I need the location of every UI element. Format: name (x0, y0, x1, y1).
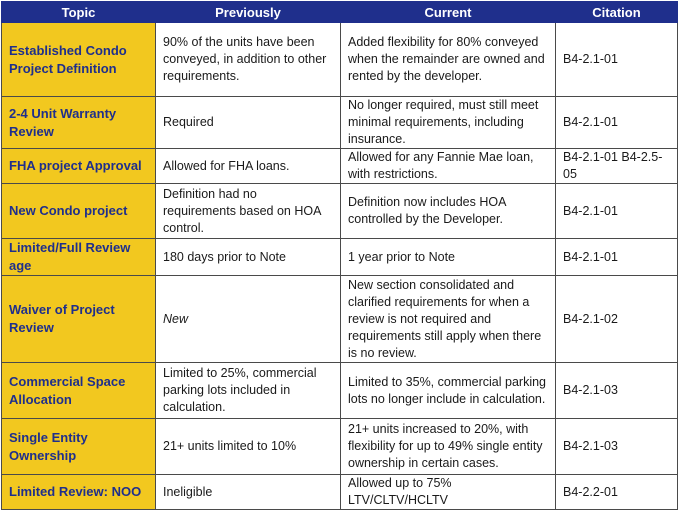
citation-cell: B4-2.1-02 (556, 276, 678, 363)
table-row (2, 363, 678, 419)
topic-cell: Commercial Space Allocation (2, 363, 156, 419)
citation-cell: B4-2.1-01 (556, 97, 678, 149)
current-cell: Allowed for any Fannie Mae loan, with restrictions. (341, 149, 556, 184)
topic-cell: Limited/Full Review age (2, 239, 156, 276)
previously-cell: 180 days prior to Note (156, 239, 341, 276)
current-cell: Added flexibility for 80% conveyed when the remainder are owned and rented by the developer. (341, 23, 556, 97)
header-topic: Topic (2, 2, 156, 23)
citation-cell: B4-2.1-03 (556, 419, 678, 475)
previously-cell: 21+ units limited to 10% (156, 419, 341, 475)
current-cell: Limited to 35%, commercial parking lots no longer include in calculation. (341, 363, 556, 419)
current-cell: 1 year prior to Note (341, 239, 556, 276)
citation-cell: B4-2.2-01 (556, 475, 678, 510)
table-row (2, 419, 678, 475)
citation-cell: B4-2.1-03 (556, 363, 678, 419)
previously-cell: New (156, 276, 341, 363)
table-row (2, 239, 678, 276)
previously-cell: Required (156, 97, 341, 149)
header-citation: Citation (556, 2, 678, 23)
table-row (2, 475, 678, 510)
topic-cell: Single Entity Ownership (2, 419, 156, 475)
topic-cell: Established Condo Project Definition (2, 23, 156, 97)
citation-cell: B4-2.1-01 (556, 239, 678, 276)
table-row (2, 97, 678, 149)
previously-cell: Allowed for FHA loans. (156, 149, 341, 184)
header-previously: Previously (156, 2, 341, 23)
topic-cell: 2-4 Unit Warranty Review (2, 97, 156, 149)
previously-cell: Definition had no requirements based on HOA control. (156, 184, 341, 239)
topic-cell: Waiver of Project Review (2, 276, 156, 363)
current-cell: No longer required, must still meet minimal requirements, including insurance. (341, 97, 556, 149)
current-cell: Definition now includes HOA controlled by the Developer. (341, 184, 556, 239)
previously-cell: Limited to 25%, commercial parking lots included in calculation. (156, 363, 341, 419)
table-row (2, 149, 678, 184)
citation-cell: B4-2.1-01 (556, 184, 678, 239)
previously-cell: Ineligible (156, 475, 341, 510)
header-row (2, 2, 678, 23)
table-row (2, 23, 678, 97)
condo-requirements-table (1, 1, 678, 510)
header-current: Current (341, 2, 556, 23)
table-row (2, 276, 678, 363)
previously-cell: 90% of the units have been conveyed, in addition to other requirements. (156, 23, 341, 97)
current-cell: Allowed up to 75% LTV/CLTV/HCLTV (341, 475, 556, 510)
topic-cell: FHA project Approval (2, 149, 156, 184)
topic-cell: Limited Review: NOO (2, 475, 156, 510)
citation-cell: B4-2.1-01 B4-2.5-05 (556, 149, 678, 184)
topic-cell: New Condo project (2, 184, 156, 239)
table-row (2, 184, 678, 239)
current-cell: 21+ units increased to 20%, with flexibility for up to 49% single entity ownership in certain cases. (341, 419, 556, 475)
current-cell: New section consolidated and clarified requirements for when a review is not required and requirements still apply when there is no review. (341, 276, 556, 363)
citation-cell: B4-2.1-01 (556, 23, 678, 97)
